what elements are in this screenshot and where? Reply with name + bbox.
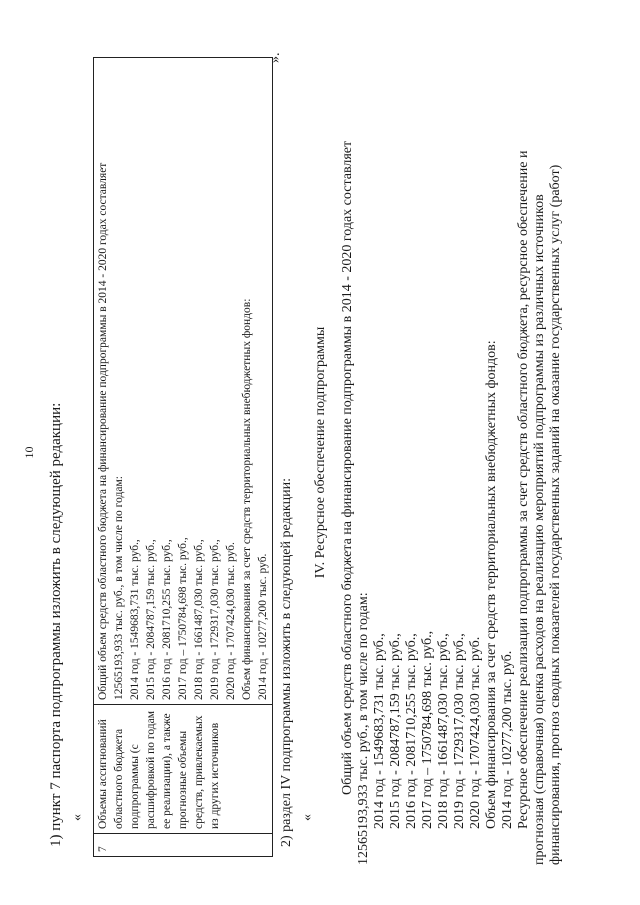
- content-line: 2016 год - 2081710,255 тыс. руб.,: [161, 539, 173, 700]
- body-line: Объем финансирования за счет средств территориальных внебюджетных фондов:: [484, 340, 499, 829]
- content-line: 2015 год - 2084787,159 тыс. руб.,: [145, 539, 157, 700]
- content-line: 2014 год - 10277,200 тыс. руб.: [257, 553, 269, 700]
- name-line: из других источников: [209, 722, 221, 829]
- content-line: Общий объем средств областного бюджета на финансирование подпрограммы в 2014 - 2020 годах составляет: [97, 162, 109, 700]
- section-title: IV. Ресурсное обеспечение подпрограммы: [313, 326, 328, 579]
- body-line: 2018 год - 1661487,030 тыс. руб.,: [436, 633, 451, 829]
- body-line: 2014 год - 1549683,731 тыс. руб.,: [372, 633, 387, 829]
- body-line: Общий объем средств областного бюджета на финансирование подпрограммы в 2014 - 2020 годах составляет: [340, 140, 355, 795]
- item2-heading: 2) раздел IV подпрограммы изложить в следующей редакции:: [279, 477, 294, 847]
- table-row: [94, 58, 273, 857]
- passport-table: [93, 57, 273, 857]
- content-line: 2020 год - 1707424,030 тыс. руб.: [225, 542, 237, 700]
- body-line: Ресурсное обеспечение реализации подпрограммы за счет средств областного бюджета, ресурсное обеспечение и: [516, 150, 531, 829]
- body-line: 2016 год - 2081710,255 тыс. руб.,: [404, 633, 419, 829]
- quote-open-2: «: [300, 814, 315, 821]
- page-number: 10: [22, 446, 36, 459]
- quote-close-1: ».: [268, 52, 283, 63]
- content-line: 2019 год - 1729317,030 тыс. руб.,: [209, 539, 221, 700]
- row-content-cell: [94, 58, 273, 705]
- body-line: 2015 год - 2084787,159 тыс. руб.,: [388, 633, 403, 829]
- body-line: 2019 год - 1729317,030 тыс. руб.,: [452, 633, 467, 829]
- content-line: Объем финансирования за счет средств территориальных внебюджетных фондов:: [241, 298, 253, 700]
- content-line: 2017 год – 1750784,698 тыс. руб.,: [177, 537, 189, 700]
- content-line: 12565193,933 тыс. руб., в том числе по годам:: [113, 476, 125, 700]
- content-line: 2014 год - 1549683,731 тыс. руб.,: [129, 539, 141, 700]
- name-line: прогнозные объемы: [177, 730, 189, 829]
- quote-open-1: «: [70, 814, 85, 821]
- body-line: прогнозная (справочная) оценка расходов на реализацию мероприятий подпрограммы из различных источников: [532, 194, 547, 865]
- body-line: 2014 год - 10277,200 тыс. руб.: [500, 650, 515, 829]
- body-line: 2017 год – 1750784,698 тыс. руб.,: [420, 630, 435, 829]
- name-line: средств, привлекаемых: [193, 715, 205, 829]
- body-line: 2020 год - 1707424,030 тыс. руб.: [468, 636, 483, 829]
- name-line: подпрограммы (с: [129, 744, 141, 829]
- row-number: 7: [94, 834, 273, 857]
- body-line: финансирования, прогноз сводных показателей государственных заданий на оказание государственных услуг (работ): [548, 164, 563, 865]
- name-line: расшифровкой по годам: [145, 711, 157, 829]
- name-line: Объемы ассигнований: [97, 719, 109, 829]
- name-line: областного бюджета: [113, 728, 125, 829]
- row-name-cell: [94, 705, 273, 834]
- body-line: 12565193,933 тыс. руб., в том числе по годам:: [356, 592, 371, 865]
- section-body: [340, 141, 564, 865]
- item1-heading: 1) пункт 7 паспорта подпрограммы изложить в следующей редакции:: [48, 402, 64, 847]
- content-line: 2018 год - 1661487,030 тыс. руб.,: [193, 539, 205, 700]
- name-line: ее реализации), а также: [161, 713, 173, 829]
